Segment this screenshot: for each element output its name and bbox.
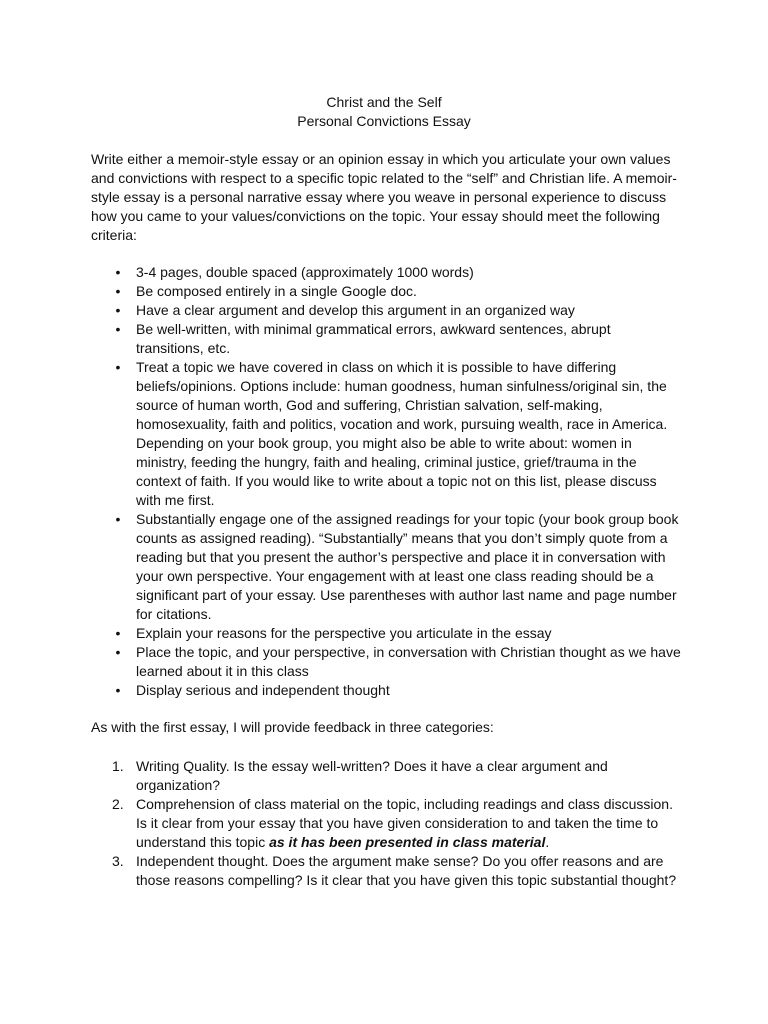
intro-paragraph: Write either a memoir-style essay or an opinion essay in which you articulate your own values and convictions with respect to a specific topic related to the “self” and Christian life. A memoir-style essay is a personal narrative essay where you weave in personal experience to discuss how you came to your values/convictions on the topic. Your essay should meet the following criteria: [91, 151, 677, 243]
list-item [91, 681, 681, 700]
criteria-text: Be well-written, with minimal grammatical errors, awkward sentences, abrupt transitions, etc. [136, 321, 611, 356]
list-item [91, 643, 681, 681]
feedback-list [91, 757, 681, 890]
item-number: 2. [112, 796, 124, 812]
bullet-icon: • [115, 359, 121, 375]
feedback-intro: As with the first essay, I will provide feedback in three categories: [91, 719, 494, 735]
bullet-icon: • [115, 511, 121, 527]
criteria-list [91, 263, 681, 700]
list-item [91, 852, 681, 890]
criteria-text: Treat a topic we have covered in class on which it is possible to have differing beliefs/opinions. Options include: human goodness, human sinfulness/original sin, the source of human worth, God and suffering, Christian salvation, self-making, homosexuality, faith and politics, vocation and work, pursuing wealth, race in America. Depending on your book group, you might also be able to write about: women in ministry, feeding the hungry, faith and healing, criminal justice, grief/trauma in the context of faith. If you would like to write about a topic not on this list, please discuss with me first. [136, 359, 668, 508]
list-item [91, 510, 681, 624]
title-line-1: Christ and the Self [326, 94, 442, 110]
title-line-2: Personal Convictions Essay [297, 113, 471, 129]
list-item [91, 301, 681, 320]
criteria-text: Have a clear argument and develop this argument in an organized way [136, 302, 575, 318]
list-item [91, 358, 681, 510]
bullet-icon: • [115, 625, 121, 641]
feedback-text: Independent thought. Does the argument make sense? Do you offer reasons and are those reasons compelling? Is it clear that you have given this topic substantial thought? [136, 853, 677, 888]
bullet-icon: • [115, 321, 121, 337]
document-title [0, 93, 768, 131]
criteria-text: 3-4 pages, double spaced (approximately 1000 words) [136, 264, 474, 280]
list-item [91, 320, 681, 358]
bullet-icon: • [115, 302, 121, 318]
item-number: 3. [112, 853, 124, 869]
list-item [91, 757, 681, 795]
bullet-icon: • [115, 644, 121, 660]
feedback-tail: . [545, 834, 550, 850]
criteria-text: Substantially engage one of the assigned readings for your topic (your book group book counts as assigned reading). “Substantially” means that you don’t simply quote from a reading but that you present the author’s perspective and place it in conversation with your own perspective. Your engagement with at least one class reading should be a significant part of your essay. Use parentheses with author last name and page number for citations. [136, 511, 679, 622]
criteria-text: Place the topic, and your perspective, in conversation with Christian thought as we have learned about it in this class [136, 644, 681, 679]
feedback-emphasis: as it has been presented in class material [269, 834, 546, 850]
bullet-icon: • [115, 283, 121, 299]
item-number: 1. [112, 758, 124, 774]
criteria-text: Be composed entirely in a single Google doc. [136, 283, 417, 299]
bullet-icon: • [115, 682, 121, 698]
list-item [91, 263, 681, 282]
criteria-text: Display serious and independent thought [136, 682, 390, 698]
list-item [91, 795, 681, 852]
feedback-text: Comprehension of class material on the topic, including readings and class discussion. Is it clear from your essay that you have given consideration to and taken the time to understand this topic [136, 796, 673, 850]
bullet-icon: • [115, 264, 121, 280]
feedback-text: Writing Quality. Is the essay well-written? Does it have a clear argument and organization? [136, 758, 608, 793]
list-item [91, 624, 681, 643]
criteria-text: Explain your reasons for the perspective you articulate in the essay [136, 625, 552, 641]
list-item [91, 282, 681, 301]
